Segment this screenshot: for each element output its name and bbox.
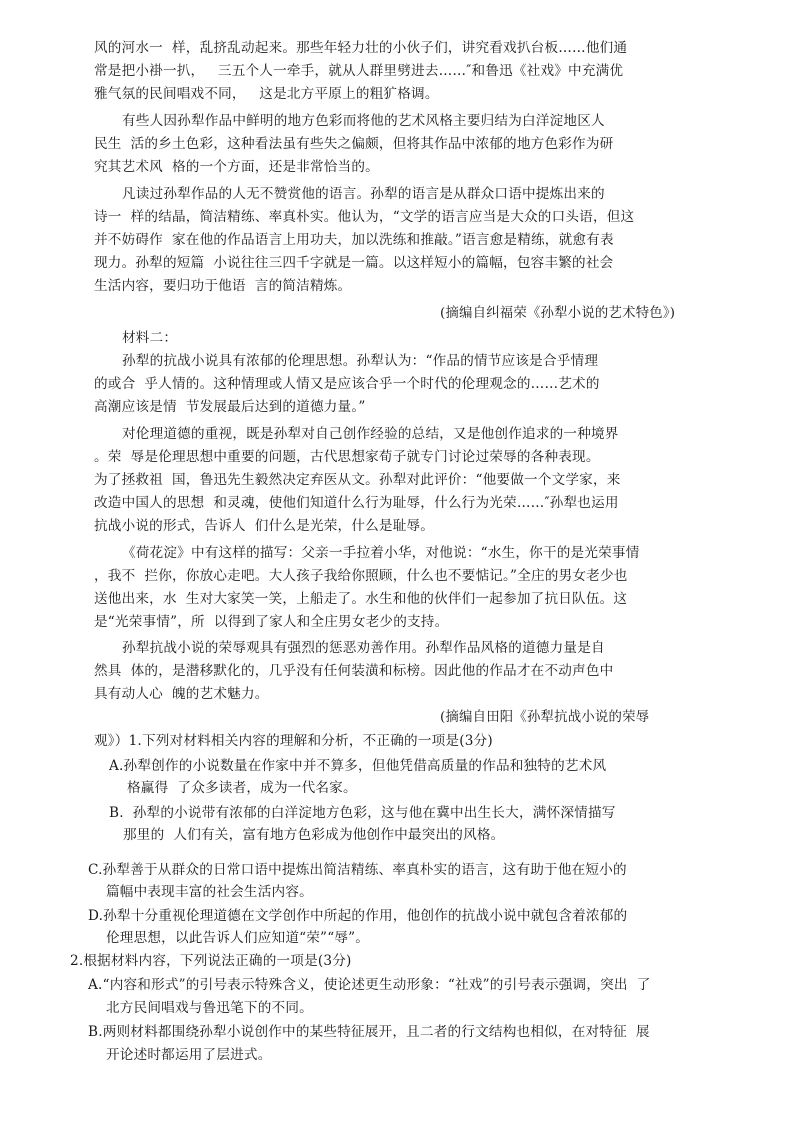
passage1-line-1: 风的河水一 样，乱挤乱动起来。那些年轻力壮的小伙子们，讲究看戏扒台板……他们通 [94,40,628,56]
passage1-line-3: 雅气氛的民间唱戏不同， 这是北方平原上的粗犷格调。 [94,86,439,102]
passage1-line-9: 并不妨碍作 家在他的作品语言上用功夫，加以洗练和推敲。”语言愈是精练，就愈有表 [94,232,614,248]
question1-option-c-line-1: C.孙犁善于从群众的日常口语中提炼出简洁精练、率真朴实的语言，这有助于他在短小的 [88,862,627,878]
question1-option-d-line-2: 伦理思想，以此告诉人们应知道“荣”“辱”。 [106,930,370,946]
material2-line-8: 抗战小说的形式，告诉人 们什么是光荣，什么是耻辱。 [94,518,435,534]
question1-option-c-line-2: 篇幅中表现丰富的社会生活内容。 [106,884,313,900]
question1-option-b-line-1: B. 孙犁的小说带有浓郁的白洋淀地方色彩，这与他在冀中出生长大，满怀深情描写 [109,805,616,821]
question1-option-d-line-1: D.孙犁十分重视伦理道德在文学创作中所起的作用，他创作的抗战小说中就包含着浓郁的 [88,908,628,924]
question1-option-b-line-2: 那里的 人们有关，富有地方色彩成为他创作中最突出的风格。 [123,827,505,843]
material2-line-13: 孙犁抗战小说的荣辱观具有强烈的惩恶劝善作用。孙犁作品风格的道德力量是自 [122,640,605,656]
passage1-line-10: 现力。孙犁的短篇 小说往往三四千字就是一篇。以这样短小的篇幅，包容丰繁的社会 [94,255,614,271]
question2-option-a-line-1: A.“内容和形式”的引号表示特殊含义，使论述更生动形象：“社戏”的引号表示强调，突出 了 [88,977,651,993]
material2-source-line-1: (摘编自田阳《孙犁抗战小说的荣辱 [440,710,650,725]
material2-heading: 材料二： [122,330,178,346]
question2-option-b-line-1: B.两则材料都围绕孙犁小说创作中的某些特征展开，且二者的行文结构也相似，在对特征 展 [88,1024,650,1040]
material2-line-7: 改造中国人的思想 和灵魂，使他们知道什么行为耻辱，什么行为光荣……″孙犁也运用 [94,495,619,511]
passage1-source: (摘编自纠福荣《孙犁小说的艺术特色》) [440,306,676,321]
passage1-line-6: 究其艺术风 格的一个方面，还是非常恰当的。 [94,159,379,175]
material2-line-6: 为了拯救祖 国，鲁迅先生毅然决定弃医从文。孙犁对此评价：“他要做一个文学家，来 [94,472,621,488]
passage1-line-7: 凡读过孙犁作品的人无不赞赏他的语言。孙犁的语言是从群众口语中提炼出来的 [122,186,605,202]
material2-line-11: 送他出来，水 生对大家笑一笑，上船走了。水生和他的伙伴们一起参加了抗日队伍。这 [94,591,628,607]
question2-option-b-line-2: 开论述时都运用了层进式。 [106,1047,272,1063]
material2-line-9: 《荷花淀》中有这样的描写：父亲一手拉着小华，对他说：“水生，你干的是光荣事情 [122,545,640,561]
material2-line-3: 高潮应该是情 节发展最后达到的道德力量。” [94,399,366,415]
question1-option-a-line-1: A.孙犁创作的小说数量在作家中并不算多，但他凭借高质量的作品和独特的艺术风 [109,758,607,774]
material2-line-15: 具有动人心 魄的艺术魅力。 [94,686,269,702]
passage1-line-2: 常是把小褂一扒， 三五个人一牵手，就从人群里劈进去……″和鲁迅《社戏》中充满优 [94,63,624,79]
passage1-line-11: 生活内容，要归功于他语 言的简洁精炼。 [94,278,352,294]
question1-stem: 观》）1.下列对材料相关内容的理解和分析，不正确的一项是(3分) [94,733,493,749]
passage1-line-8: 诗一 样的结晶，简洁精练、率真朴实。他认为，“文学的语言应当是大众的口头语，但这 [94,209,635,225]
question1-option-a-line-2: 格赢得 了众多读者，成为一代名家。 [127,780,357,796]
material2-line-12: 是“光荣事情”，所 以得到了家人和全庄男女老少的支持。 [94,614,449,630]
question2-stem: 2.根据材料内容，下列说法正确的一项是(3分) [70,953,352,969]
question2-option-a-line-2: 北方民间唱戏与鲁迅笔下的不同。 [106,1000,313,1016]
material2-line-14: 然具 体的，是潜移默化的，几乎没有任何装潢和标榜。因此他的作品才在不动声色中 [94,663,614,679]
material2-line-1: 孙犁的抗战小说具有浓郁的伦理思想。孙犁认为：“作品的情节应该是合乎情理 [122,353,599,369]
material2-line-4: 对伦理道德的重视，既是孙犁对自己创作经验的总结，又是他创作追求的一种境界 [122,426,619,442]
material2-line-2: 的或合 乎人情的。这种情理或人情又是应该合乎一个时代的伦理观念的……艺术的 [94,376,600,392]
material2-line-5: 。荣 辱是伦理思想中重要的问题，古代思想家荀子就专门讨论过荣辱的各种表现。 [94,449,600,465]
material2-line-10: ，我不 拦你，你放心走吧。大人孩子我给你照顾，什么也不要惦记。”全庄的男女老少也 [94,568,628,584]
passage1-line-4: 有些人因孙犁作品中鲜明的地方色彩而将他的艺术风格主要归结为白洋淀地区人 [122,113,605,129]
passage1-line-5: 民生 活的乡土色彩，这种看法虽有些失之偏颇，但将其作品中浓郁的地方色彩作为研 [94,136,614,152]
